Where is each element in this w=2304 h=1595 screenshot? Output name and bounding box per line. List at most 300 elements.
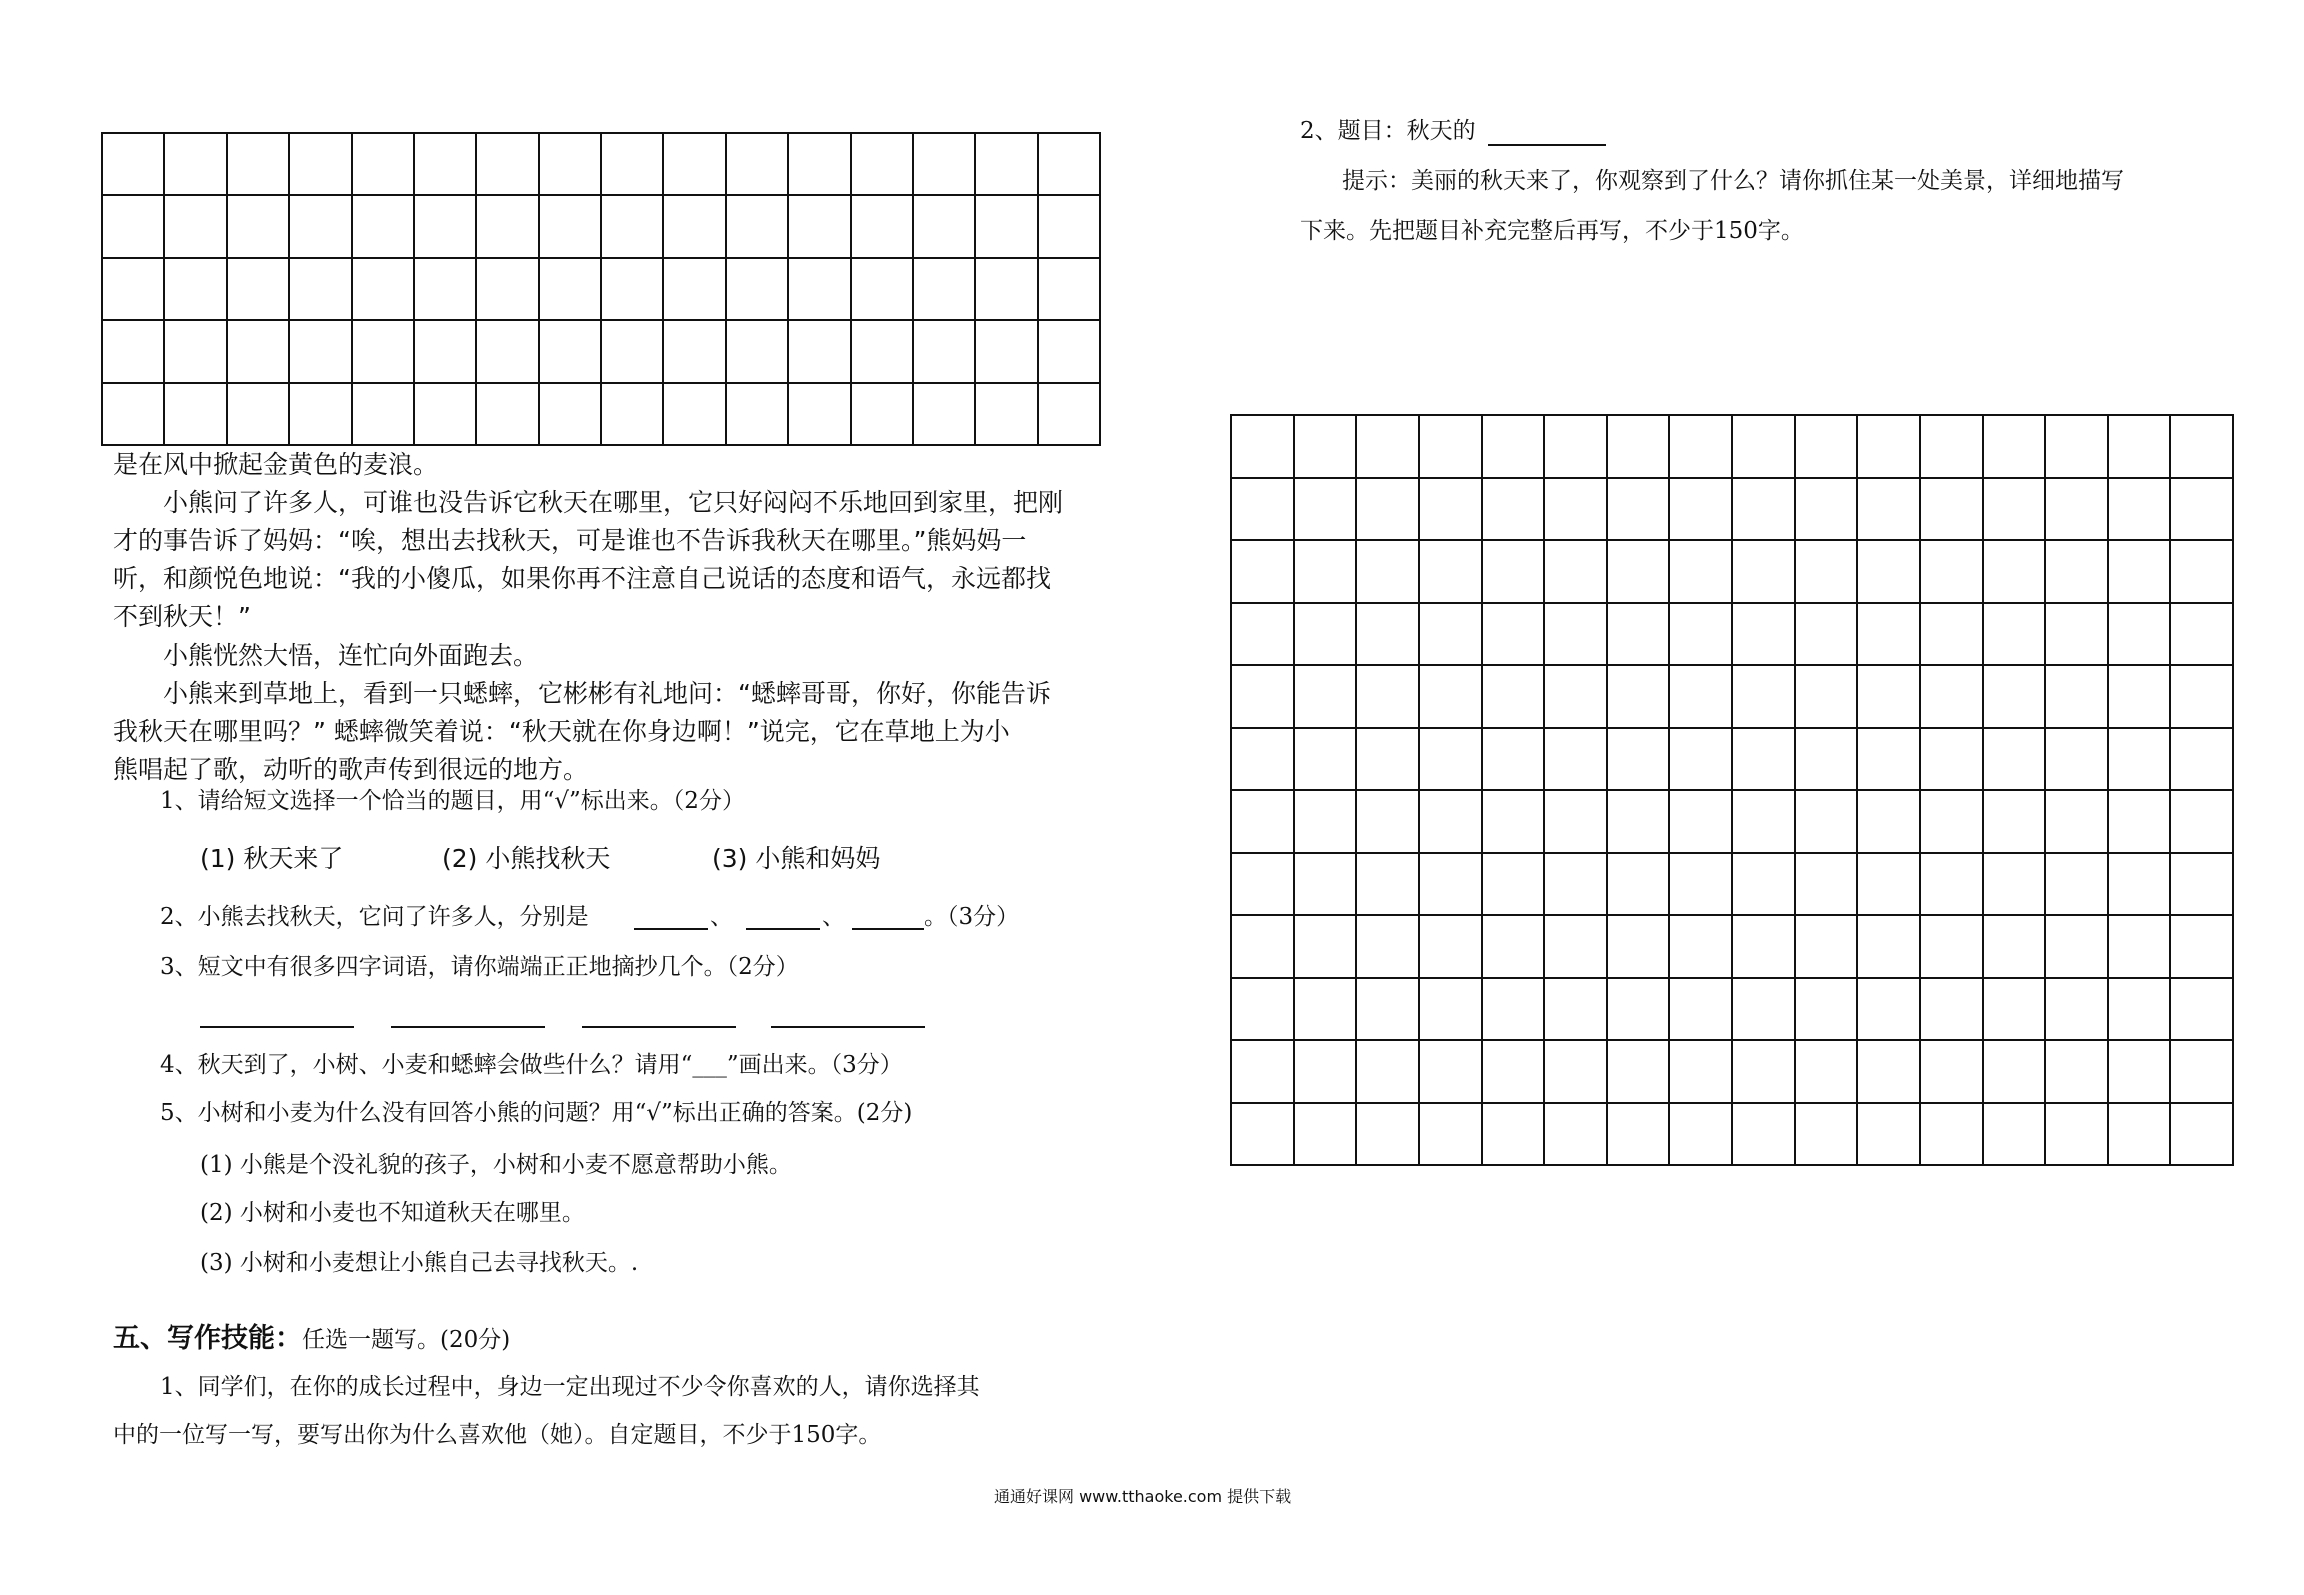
grid-cell[interactable] xyxy=(1356,978,1419,1041)
grid-cell[interactable] xyxy=(352,320,414,382)
grid-cell[interactable] xyxy=(1669,478,1732,541)
answer-blank[interactable] xyxy=(852,928,924,930)
grid-cell[interactable] xyxy=(2045,665,2108,728)
question-5-option: (3) 小树和小麦想让小熊自己去寻找秋天。. xyxy=(200,1250,639,1276)
section-heading-rest: 任选一题写。(20分) xyxy=(302,1327,511,1353)
grid-cell[interactable] xyxy=(1294,1103,1357,1166)
grid-cell[interactable] xyxy=(1983,665,2046,728)
grid-row xyxy=(102,258,1100,320)
grid-cell[interactable] xyxy=(2170,478,2233,541)
grid-cell[interactable] xyxy=(1983,853,2046,916)
grid-cell[interactable] xyxy=(1419,478,1482,541)
grid-cell[interactable] xyxy=(1419,853,1482,916)
grid-cell[interactable] xyxy=(289,195,351,257)
grid-cell[interactable] xyxy=(352,258,414,320)
grid-cell[interactable] xyxy=(913,320,975,382)
grid-cell[interactable] xyxy=(164,133,226,195)
grid-cell[interactable] xyxy=(102,258,164,320)
grid-cell[interactable] xyxy=(1920,1103,1983,1166)
grid-cell[interactable] xyxy=(289,320,351,382)
grid-cell[interactable] xyxy=(2108,790,2171,853)
grid-cell[interactable] xyxy=(1544,978,1607,1041)
grid-cell[interactable] xyxy=(1920,415,1983,478)
grid-cell[interactable] xyxy=(1356,665,1419,728)
grid-cell[interactable] xyxy=(1294,665,1357,728)
grid-cell[interactable] xyxy=(1732,1103,1795,1166)
grid-cell[interactable] xyxy=(913,383,975,445)
grid-cell[interactable] xyxy=(1231,478,1294,541)
grid-cell[interactable] xyxy=(1294,978,1357,1041)
grid-row xyxy=(1231,665,2233,728)
grid-cell[interactable] xyxy=(539,195,601,257)
grid-cell[interactable] xyxy=(476,133,538,195)
grid-cell[interactable] xyxy=(1419,1040,1482,1103)
grid-cell[interactable] xyxy=(601,383,663,445)
grid-cell[interactable] xyxy=(1231,728,1294,791)
grid-cell[interactable] xyxy=(2108,728,2171,791)
grid-cell[interactable] xyxy=(1356,1040,1419,1103)
grid-cell[interactable] xyxy=(1607,1040,1670,1103)
grid-cell[interactable] xyxy=(663,383,725,445)
grid-cell[interactable] xyxy=(1857,540,1920,603)
grid-cell[interactable] xyxy=(1607,853,1670,916)
grid-cell[interactable] xyxy=(414,133,476,195)
grid-cell[interactable] xyxy=(1669,978,1732,1041)
grid-cell[interactable] xyxy=(1482,540,1545,603)
grid-cell[interactable] xyxy=(1607,790,1670,853)
grid-cell[interactable] xyxy=(1482,1103,1545,1166)
grid-cell[interactable] xyxy=(289,133,351,195)
grid-cell[interactable] xyxy=(1669,728,1732,791)
grid-cell[interactable] xyxy=(2170,540,2233,603)
grid-cell[interactable] xyxy=(1669,853,1732,916)
grid-cell[interactable] xyxy=(1294,1040,1357,1103)
grid-cell[interactable] xyxy=(1607,478,1670,541)
grid-cell[interactable] xyxy=(1419,415,1482,478)
grid-cell[interactable] xyxy=(1669,603,1732,666)
grid-cell[interactable] xyxy=(1795,478,1858,541)
grid-cell[interactable] xyxy=(1419,790,1482,853)
grid-cell[interactable] xyxy=(1857,853,1920,916)
grid-cell[interactable] xyxy=(2108,478,2171,541)
answer-blank[interactable] xyxy=(200,1026,354,1028)
grid-cell[interactable] xyxy=(1669,915,1732,978)
grid-cell[interactable] xyxy=(1669,415,1732,478)
grid-row xyxy=(102,195,1100,257)
grid-cell[interactable] xyxy=(1482,603,1545,666)
grid-cell[interactable] xyxy=(1038,383,1100,445)
grid-cell[interactable] xyxy=(1294,853,1357,916)
grid-cell[interactable] xyxy=(2045,1040,2108,1103)
grid-cell[interactable] xyxy=(1356,478,1419,541)
grid-cell[interactable] xyxy=(1669,540,1732,603)
answer-blank[interactable] xyxy=(746,928,820,930)
grid-cell[interactable] xyxy=(1732,728,1795,791)
grid-cell[interactable] xyxy=(913,133,975,195)
grid-cell[interactable] xyxy=(1983,415,2046,478)
grid-cell[interactable] xyxy=(1419,603,1482,666)
question-5-option: (1) 小熊是个没礼貌的孩子，小树和小麦不愿意帮助小熊。 xyxy=(200,1152,792,1178)
grid-cell[interactable] xyxy=(352,383,414,445)
grid-cell[interactable] xyxy=(227,320,289,382)
grid-cell[interactable] xyxy=(2045,978,2108,1041)
grid-cell[interactable] xyxy=(1920,603,1983,666)
grid-cell[interactable] xyxy=(2170,790,2233,853)
grid-cell[interactable] xyxy=(1356,853,1419,916)
grid-cell[interactable] xyxy=(975,320,1037,382)
grid-cell[interactable] xyxy=(1669,665,1732,728)
grid-cell[interactable] xyxy=(2170,665,2233,728)
grid-cell[interactable] xyxy=(1231,1103,1294,1166)
answer-blank[interactable] xyxy=(634,928,708,930)
grid-cell[interactable] xyxy=(1983,478,2046,541)
story-line: 小熊来到草地上，看到一只蟋蟀，它彬彬有礼地问：“蟋蟀哥哥，你好，你能告诉 xyxy=(163,679,1051,708)
grid-cell[interactable] xyxy=(1544,603,1607,666)
grid-cell[interactable] xyxy=(1419,978,1482,1041)
grid-cell[interactable] xyxy=(1732,665,1795,728)
grid-cell[interactable] xyxy=(601,195,663,257)
grid-cell[interactable] xyxy=(1983,603,2046,666)
grid-cell[interactable] xyxy=(102,195,164,257)
grid-cell[interactable] xyxy=(2045,915,2108,978)
grid-cell[interactable] xyxy=(2108,978,2171,1041)
grid-cell[interactable] xyxy=(1857,915,1920,978)
grid-cell[interactable] xyxy=(1920,790,1983,853)
grid-cell[interactable] xyxy=(289,383,351,445)
grid-cell[interactable] xyxy=(1732,915,1795,978)
grid-cell[interactable] xyxy=(601,258,663,320)
grid-cell[interactable] xyxy=(2108,1040,2171,1103)
grid-cell[interactable] xyxy=(1795,978,1858,1041)
grid-cell[interactable] xyxy=(227,258,289,320)
grid-cell[interactable] xyxy=(1732,478,1795,541)
grid-cell[interactable] xyxy=(414,258,476,320)
grid-cell[interactable] xyxy=(1920,478,1983,541)
title-blank[interactable] xyxy=(1488,144,1606,146)
grid-cell[interactable] xyxy=(476,383,538,445)
grid-cell[interactable] xyxy=(1231,415,1294,478)
topic-1-line: 中的一位写一写，要写出你为什么喜欢他（她）。自定题目，不少于150字。 xyxy=(113,1422,882,1448)
grid-cell[interactable] xyxy=(1920,1040,1983,1103)
grid-cell[interactable] xyxy=(2108,415,2171,478)
grid-row xyxy=(102,133,1100,195)
grid-cell[interactable] xyxy=(1983,915,2046,978)
grid-cell[interactable] xyxy=(476,258,538,320)
grid-cell[interactable] xyxy=(414,320,476,382)
grid-cell[interactable] xyxy=(1732,790,1795,853)
grid-cell[interactable] xyxy=(476,195,538,257)
grid-cell[interactable] xyxy=(1983,728,2046,791)
grid-cell[interactable] xyxy=(1795,603,1858,666)
grid-cell[interactable] xyxy=(539,133,601,195)
grid-cell[interactable] xyxy=(1795,915,1858,978)
grid-cell[interactable] xyxy=(663,258,725,320)
grid-cell[interactable] xyxy=(2108,853,2171,916)
grid-cell[interactable] xyxy=(1544,728,1607,791)
grid-row xyxy=(1231,603,2233,666)
grid-cell[interactable] xyxy=(1231,540,1294,603)
grid-cell[interactable] xyxy=(2170,1040,2233,1103)
grid-cell[interactable] xyxy=(601,133,663,195)
grid-cell[interactable] xyxy=(1857,790,1920,853)
grid-cell[interactable] xyxy=(352,195,414,257)
grid-cell[interactable] xyxy=(663,133,725,195)
grid-cell[interactable] xyxy=(352,133,414,195)
grid-cell[interactable] xyxy=(1732,540,1795,603)
grid-cell[interactable] xyxy=(1607,978,1670,1041)
grid-cell[interactable] xyxy=(975,383,1037,445)
answer-blank[interactable] xyxy=(771,1026,925,1028)
grid-cell[interactable] xyxy=(476,320,538,382)
grid-row xyxy=(1231,853,2233,916)
grid-cell[interactable] xyxy=(2045,853,2108,916)
grid-cell[interactable] xyxy=(913,195,975,257)
grid-cell[interactable] xyxy=(1544,915,1607,978)
grid-cell[interactable] xyxy=(1544,415,1607,478)
grid-cell[interactable] xyxy=(1231,978,1294,1041)
grid-cell[interactable] xyxy=(2108,915,2171,978)
grid-cell[interactable] xyxy=(2045,540,2108,603)
grid-cell[interactable] xyxy=(975,258,1037,320)
grid-cell[interactable] xyxy=(1795,728,1858,791)
grid-cell[interactable] xyxy=(1983,1040,2046,1103)
grid-cell[interactable] xyxy=(1544,790,1607,853)
grid-cell[interactable] xyxy=(2170,978,2233,1041)
grid-cell[interactable] xyxy=(851,383,913,445)
grid-cell[interactable] xyxy=(1356,415,1419,478)
grid-cell[interactable] xyxy=(1419,665,1482,728)
grid-cell[interactable] xyxy=(539,258,601,320)
grid-cell[interactable] xyxy=(1544,1103,1607,1166)
grid-cell[interactable] xyxy=(1231,853,1294,916)
grid-cell[interactable] xyxy=(102,383,164,445)
grid-cell[interactable] xyxy=(1920,540,1983,603)
grid-cell[interactable] xyxy=(851,133,913,195)
grid-cell[interactable] xyxy=(1294,478,1357,541)
answer-blank[interactable] xyxy=(582,1026,736,1028)
grid-cell[interactable] xyxy=(1920,728,1983,791)
grid-cell[interactable] xyxy=(1795,1040,1858,1103)
grid-cell[interactable] xyxy=(913,258,975,320)
grid-cell[interactable] xyxy=(1419,915,1482,978)
grid-cell[interactable] xyxy=(1294,603,1357,666)
grid-cell[interactable] xyxy=(2170,853,2233,916)
grid-cell[interactable] xyxy=(1294,728,1357,791)
section-heading-title: 五、写作技能： xyxy=(113,1323,302,1354)
grid-cell[interactable] xyxy=(1294,915,1357,978)
grid-cell[interactable] xyxy=(1038,195,1100,257)
grid-cell[interactable] xyxy=(1607,728,1670,791)
grid-cell[interactable] xyxy=(2108,540,2171,603)
grid-cell[interactable] xyxy=(1607,603,1670,666)
grid-cell[interactable] xyxy=(1356,728,1419,791)
grid-cell[interactable] xyxy=(1356,540,1419,603)
grid-cell[interactable] xyxy=(2170,1103,2233,1166)
grid-cell[interactable] xyxy=(1544,1040,1607,1103)
grid-cell[interactable] xyxy=(788,320,850,382)
grid-cell[interactable] xyxy=(663,195,725,257)
grid-cell[interactable] xyxy=(851,258,913,320)
grid-cell[interactable] xyxy=(1231,915,1294,978)
grid-cell[interactable] xyxy=(1732,1040,1795,1103)
grid-cell[interactable] xyxy=(2108,665,2171,728)
grid-cell[interactable] xyxy=(2045,603,2108,666)
grid-cell[interactable] xyxy=(1920,853,1983,916)
grid-cell[interactable] xyxy=(1857,1040,1920,1103)
grid-cell[interactable] xyxy=(1669,1040,1732,1103)
grid-cell[interactable] xyxy=(1544,478,1607,541)
grid-cell[interactable] xyxy=(1231,790,1294,853)
grid-cell[interactable] xyxy=(227,383,289,445)
grid-cell[interactable] xyxy=(1419,1103,1482,1166)
grid-cell[interactable] xyxy=(1983,1103,2046,1166)
grid-cell[interactable] xyxy=(1482,665,1545,728)
grid-cell[interactable] xyxy=(1482,1040,1545,1103)
grid-cell[interactable] xyxy=(2170,915,2233,978)
grid-cell[interactable] xyxy=(975,195,1037,257)
grid-cell[interactable] xyxy=(1231,603,1294,666)
grid-row xyxy=(1231,915,2233,978)
grid-cell[interactable] xyxy=(1482,978,1545,1041)
grid-cell[interactable] xyxy=(2045,728,2108,791)
grid-cell[interactable] xyxy=(1920,915,1983,978)
grid-cell[interactable] xyxy=(601,320,663,382)
grid-cell[interactable] xyxy=(1294,540,1357,603)
grid-cell[interactable] xyxy=(726,133,788,195)
grid-cell[interactable] xyxy=(788,195,850,257)
grid-cell[interactable] xyxy=(1983,540,2046,603)
grid-cell[interactable] xyxy=(1419,728,1482,791)
grid-cell[interactable] xyxy=(1482,478,1545,541)
grid-cell[interactable] xyxy=(1732,853,1795,916)
grid-cell[interactable] xyxy=(726,320,788,382)
grid-cell[interactable] xyxy=(2045,790,2108,853)
grid-cell[interactable] xyxy=(2045,478,2108,541)
grid-cell[interactable] xyxy=(1732,603,1795,666)
grid-cell[interactable] xyxy=(726,195,788,257)
grid-cell[interactable] xyxy=(1607,540,1670,603)
grid-cell[interactable] xyxy=(1544,665,1607,728)
grid-cell[interactable] xyxy=(1356,915,1419,978)
answer-blank[interactable] xyxy=(391,1026,545,1028)
grid-cell[interactable] xyxy=(1419,540,1482,603)
grid-cell[interactable] xyxy=(1857,728,1920,791)
grid-cell[interactable] xyxy=(726,383,788,445)
grid-cell[interactable] xyxy=(1607,415,1670,478)
grid-cell[interactable] xyxy=(1294,790,1357,853)
grid-cell[interactable] xyxy=(1983,978,2046,1041)
grid-cell[interactable] xyxy=(1356,790,1419,853)
grid-cell[interactable] xyxy=(2045,415,2108,478)
grid-cell[interactable] xyxy=(1294,415,1357,478)
grid-cell[interactable] xyxy=(726,258,788,320)
grid-cell[interactable] xyxy=(2108,1103,2171,1166)
grid-cell[interactable] xyxy=(102,133,164,195)
grid-cell[interactable] xyxy=(851,320,913,382)
grid-cell[interactable] xyxy=(1482,915,1545,978)
grid-cell[interactable] xyxy=(227,133,289,195)
grid-cell[interactable] xyxy=(1038,258,1100,320)
grid-cell[interactable] xyxy=(227,195,289,257)
question-5: 5、小树和小麦为什么没有回答小熊的问题？用“√”标出正确的答案。(2分) xyxy=(160,1100,913,1126)
topic-2-hint: 下来。先把题目补充完整后再写，不少于150字。 xyxy=(1300,218,1804,244)
grid-cell[interactable] xyxy=(1231,665,1294,728)
grid-row xyxy=(1231,728,2233,791)
grid-cell[interactable] xyxy=(1669,790,1732,853)
grid-cell[interactable] xyxy=(1920,978,1983,1041)
grid-cell[interactable] xyxy=(1732,978,1795,1041)
grid-cell[interactable] xyxy=(414,195,476,257)
grid-cell[interactable] xyxy=(1038,133,1100,195)
grid-cell[interactable] xyxy=(164,320,226,382)
grid-cell[interactable] xyxy=(1795,1103,1858,1166)
grid-cell[interactable] xyxy=(102,320,164,382)
grid-cell[interactable] xyxy=(1544,853,1607,916)
grid-cell[interactable] xyxy=(1482,853,1545,916)
grid-cell[interactable] xyxy=(2170,415,2233,478)
story-line: 听，和颜悦色地说：“我的小傻瓜，如果你再不注意自己说话的态度和语气，永远都找 xyxy=(113,564,1051,593)
grid-cell[interactable] xyxy=(975,133,1037,195)
grid-cell[interactable] xyxy=(1920,665,1983,728)
grid-cell[interactable] xyxy=(1482,415,1545,478)
grid-cell[interactable] xyxy=(788,133,850,195)
grid-cell[interactable] xyxy=(164,383,226,445)
grid-cell[interactable] xyxy=(1356,603,1419,666)
grid-cell[interactable] xyxy=(851,195,913,257)
grid-cell[interactable] xyxy=(1544,540,1607,603)
grid-cell[interactable] xyxy=(1857,478,1920,541)
grid-cell[interactable] xyxy=(539,320,601,382)
grid-cell[interactable] xyxy=(1857,415,1920,478)
grid-cell[interactable] xyxy=(1356,1103,1419,1166)
grid-cell[interactable] xyxy=(1732,415,1795,478)
grid-cell[interactable] xyxy=(1038,320,1100,382)
grid-cell[interactable] xyxy=(1795,853,1858,916)
grid-cell[interactable] xyxy=(1983,790,2046,853)
grid-cell[interactable] xyxy=(1482,728,1545,791)
grid-cell[interactable] xyxy=(1857,978,1920,1041)
grid-cell[interactable] xyxy=(1857,665,1920,728)
grid-cell[interactable] xyxy=(164,195,226,257)
grid-cell[interactable] xyxy=(1482,790,1545,853)
grid-cell[interactable] xyxy=(1669,1103,1732,1166)
grid-cell[interactable] xyxy=(788,383,850,445)
grid-cell[interactable] xyxy=(1795,665,1858,728)
grid-cell[interactable] xyxy=(164,258,226,320)
question-5-option: (2) 小树和小麦也不知道秋天在哪里。 xyxy=(200,1200,585,1226)
grid-cell[interactable] xyxy=(1795,790,1858,853)
grid-cell[interactable] xyxy=(1795,415,1858,478)
grid-cell[interactable] xyxy=(539,383,601,445)
grid-cell[interactable] xyxy=(1231,1040,1294,1103)
grid-cell[interactable] xyxy=(414,383,476,445)
writing-grid-left xyxy=(101,132,1101,446)
grid-cell[interactable] xyxy=(2108,603,2171,666)
grid-cell[interactable] xyxy=(788,258,850,320)
grid-cell[interactable] xyxy=(663,320,725,382)
grid-cell[interactable] xyxy=(289,258,351,320)
grid-cell[interactable] xyxy=(1857,603,1920,666)
grid-cell[interactable] xyxy=(1795,540,1858,603)
grid-cell[interactable] xyxy=(2170,728,2233,791)
grid-cell[interactable] xyxy=(1857,1103,1920,1166)
grid-cell[interactable] xyxy=(1607,665,1670,728)
grid-cell[interactable] xyxy=(2170,603,2233,666)
grid-cell[interactable] xyxy=(2045,1103,2108,1166)
grid-cell[interactable] xyxy=(1607,915,1670,978)
grid-cell[interactable] xyxy=(1607,1103,1670,1166)
story-line: 小熊问了许多人，可谁也没告诉它秋天在哪里，它只好闷闷不乐地回到家里，把刚 xyxy=(163,488,1064,517)
